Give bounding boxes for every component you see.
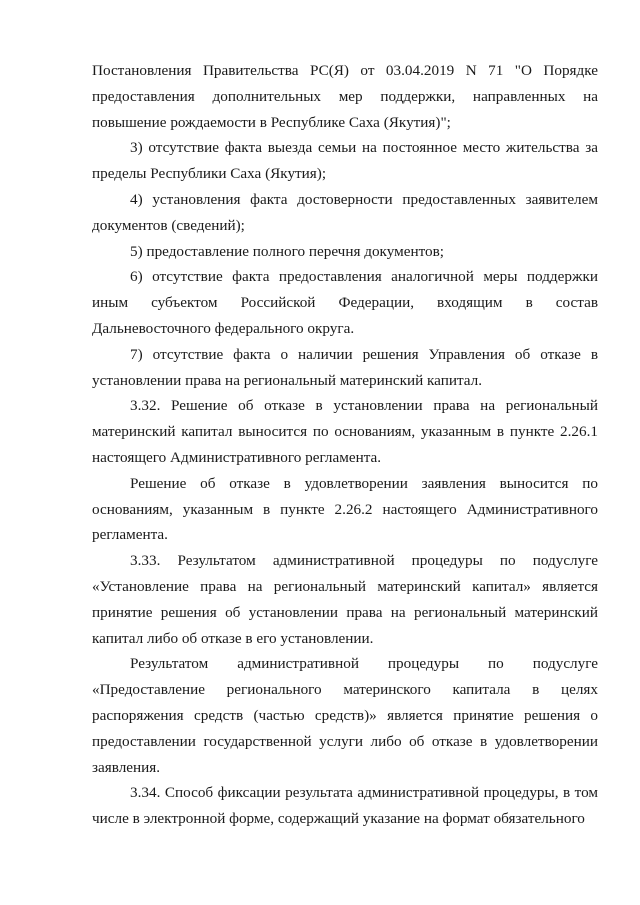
document-page [92,58,598,832]
paragraph-item-5: 5) предоставление полного перечня документов; [130,242,445,260]
paragraph-3-34: 3.34. Способ фиксации результата административной процедуры, в том числе в электронной форме, содержащий указание на формат обязательного [92,784,598,828]
paragraph-item-3: 3) отсутствие факта выезда семьи на постоянное место жительства за пределы Республики Саха (Якутия); [92,139,598,183]
paragraph-3-33: 3.33. Результатом административной процедуры по подуслуге «Установление права на региональный материнский капитал» является принятие решения об установлении права на региональный материнский капитал либо об отказе в его установлении. [92,552,598,647]
paragraph-3-32: 3.32. Решение об отказе в установлении права на региональный материнский капитал выносится по основаниям, указанным в пункте 2.26.1 настоящего Административного регламента. [92,397,598,466]
paragraph-item-6: 6) отсутствие факта предоставления аналогичной меры поддержки иным субъектом Российской Федерации, входящим в состав Дальневосточного федерального округа. [92,268,598,337]
paragraph-continuation: Постановления Правительства РС(Я) от 03.04.2019 N 71 "О Порядке предоставления дополнительных мер поддержки, направленных на повышение рождаемости в Республике Саха (Якутия)"; [92,62,598,131]
paragraph-item-7: 7) отсутствие факта о наличии решения Управления об отказе в установлении права на региональный материнский капитал. [92,345,598,389]
paragraph-3-32-continued: Решение об отказе в удовлетворении заявления выносится по основаниям, указанным в пункте 2.26.2 настоящего Административного регламента. [92,474,598,544]
paragraph-3-33-continued: Результатом административной процедуры по подуслуге «Предоставление регионального материнского капитала в целях распоряжения средств (частью средств)» является принятие решения о предоставлении государственной услуги либо об отказе в удовлетворении заявления. [92,655,598,776]
paragraph-item-4: 4) установления факта достоверности предоставленных заявителем документов (сведений); [92,190,598,234]
